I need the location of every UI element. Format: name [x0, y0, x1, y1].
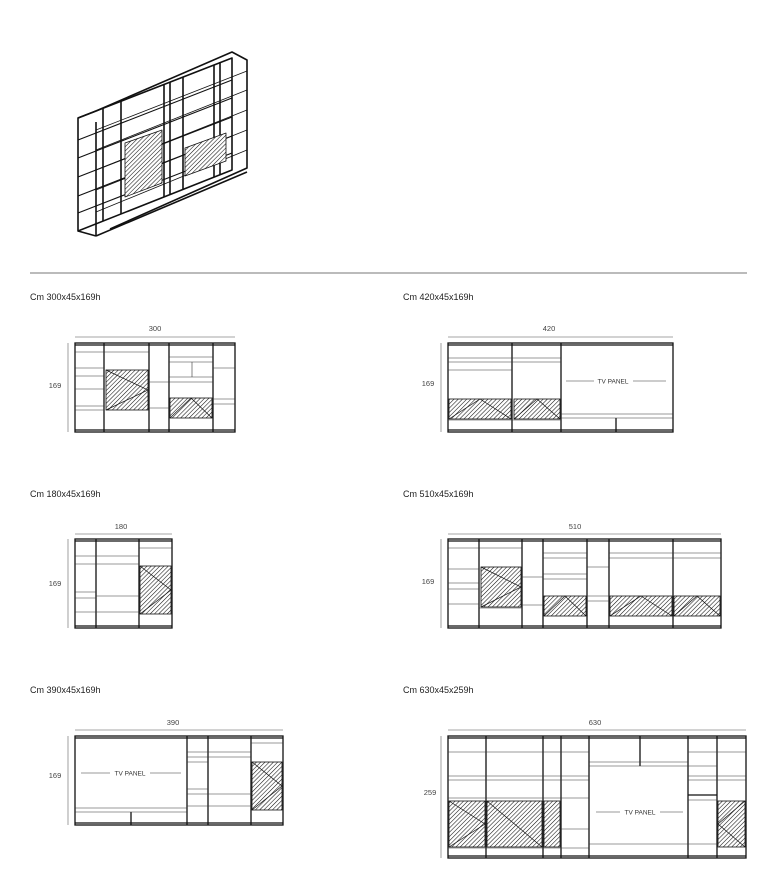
elevation-510: [403, 489, 721, 628]
elevation-label: Cm 300x45x169h: [30, 292, 101, 302]
elevation-label: Cm 510x45x169h: [403, 489, 474, 499]
perspective-sketch: [78, 52, 247, 236]
elevation-label: Cm 420x45x169h: [403, 292, 474, 302]
height-dimension: 169: [48, 579, 62, 588]
elevation-420: [403, 292, 673, 432]
hatched-door: [170, 398, 212, 418]
width-dimension: 510: [568, 522, 582, 531]
elevation-180: [30, 489, 172, 628]
tv-panel-label: TV PANEL: [114, 770, 146, 778]
height-dimension: 259: [423, 788, 437, 797]
height-dimension: 169: [421, 577, 435, 586]
hatched-door: [610, 596, 672, 616]
width-dimension: 180: [114, 522, 128, 531]
hatched-door: [252, 762, 282, 810]
elevation-label: Cm 390x45x169h: [30, 685, 101, 695]
height-dimension: 169: [421, 379, 435, 388]
width-dimension: 300: [148, 324, 162, 333]
unit-frame: [75, 343, 235, 432]
tv-panel-label: TV PANEL: [624, 809, 656, 817]
hatched-door: [449, 801, 485, 847]
tv-panel-label: TV PANEL: [597, 378, 629, 386]
hatched-door: [106, 370, 148, 410]
elevation-630: [403, 685, 746, 858]
elevation-label: Cm 630x45x259h: [403, 685, 474, 695]
hatched-door: [140, 566, 171, 614]
hatched-door: [674, 596, 720, 616]
width-dimension: 390: [166, 718, 180, 727]
height-dimension: 169: [48, 771, 62, 780]
hatched-door: [449, 399, 511, 419]
elevation-label: Cm 180x45x169h: [30, 489, 101, 499]
hatched-door: [544, 801, 560, 847]
elevation-390: [30, 685, 283, 825]
width-dimension: 630: [588, 718, 602, 727]
elevation-300: [30, 292, 235, 432]
height-dimension: 169: [48, 381, 62, 390]
hatched-door: [718, 801, 745, 847]
hatched-door: [481, 567, 521, 607]
hatched-door: [514, 399, 560, 419]
width-dimension: 420: [542, 324, 556, 333]
hatched-door: [544, 596, 586, 616]
